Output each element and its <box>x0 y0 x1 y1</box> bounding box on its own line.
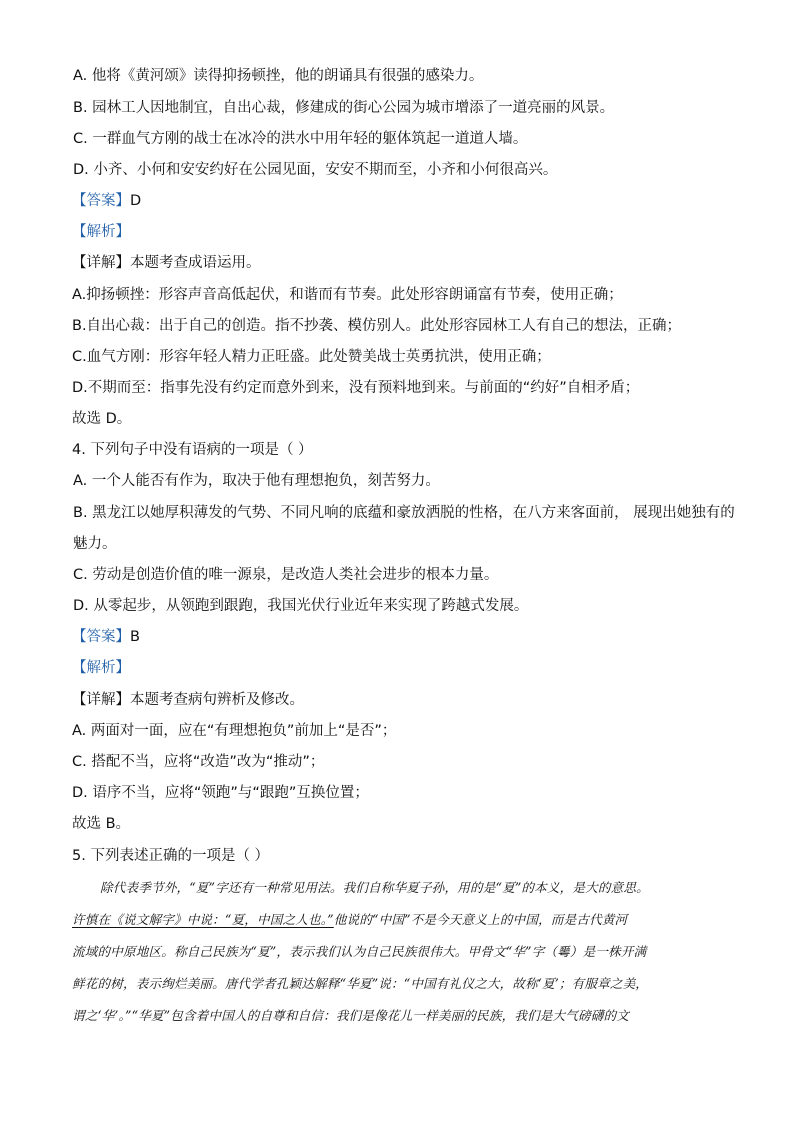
detail-text: 本题考查病句辨析及修改。 <box>130 692 304 708</box>
q3-option-a: A. 他将《黄河颂》读得抑扬顿挫，他的朗诵具有很强的感染力。 <box>73 68 484 84</box>
answer-value: B <box>130 629 140 645</box>
q4-stem: 4. 下列句子中没有语病的一项是（ ） <box>72 442 313 458</box>
q4-answer <box>72 627 732 647</box>
q5-passage-line3: 流域的中原地区。称自己民族为“夏”，表示我们认为自己民族很伟大。甲骨文“华”字（𠌶）是一株开满 <box>72 944 647 959</box>
answer-label: 【答案】 <box>72 629 130 645</box>
q4-option-c: C. 劳动是创造价值的唯一源泉，是改造人类社会进步的根本力量。 <box>73 567 499 583</box>
q4-analysis-heading <box>72 658 732 678</box>
q3-detail <box>72 253 732 273</box>
q3-option-d: D. 小齐、小何和安安约好在公园见面，安安不期而至，小齐和小何很高兴。 <box>73 162 558 178</box>
answer-value: D <box>130 193 142 209</box>
q5-passage-line4: 鲜花的树，表示绚烂美丽。唐代学者孔颖达解释“华夏”说：“中国有礼仪之大，故称‘夏’；有服章之美， <box>72 976 649 991</box>
q3-option-c: C. 一群血气方刚的战士在冰冷的洪水中用年轻的躯体筑起一道道人墙。 <box>73 131 528 147</box>
q5-passage-line2 <box>72 910 728 930</box>
analysis-label: 【解析】 <box>72 660 130 676</box>
q3-analysis-c: C.血气方刚：形容年轻人精力正旺盛。此处赞美战士英勇抗洪，使用正确； <box>72 349 551 365</box>
q3-analysis-b: B.自出心裁：出于自己的创造。指不抄袭、模仿别人。此处形容园林工人有自己的想法，正确； <box>72 318 682 334</box>
q4-option-a: A. 一个人能否有作为，取决于他有理想抱负，刻苦努力。 <box>73 473 440 489</box>
q4-option-b-line2: 魅力。 <box>73 536 117 552</box>
q3-option-b: B. 园林工人因地制宜，自出心裁，修建成的街心公园为城市增添了一道亮丽的风景。 <box>73 100 615 116</box>
q4-detail <box>72 690 732 710</box>
passage-line2-rest: 他说的“中国”不是今天意义上的中国，而是古代黄河 <box>333 912 628 927</box>
underlined-quote: 许慎在《说文解字》中说：“夏，中国之人也。” <box>72 912 334 927</box>
q4-analysis-c: C. 搭配不当，应将“改造”改为“推动”； <box>72 754 325 770</box>
q3-answer <box>72 191 732 211</box>
q3-analysis-d: D.不期而至：指事先没有约定而意外到来，没有预料地到来。与前面的“约好”自相矛盾； <box>72 380 640 396</box>
detail-label: 【详解】 <box>72 692 130 708</box>
q4-conclusion: 故选 B。 <box>72 816 131 832</box>
detail-label: 【详解】 <box>72 255 130 271</box>
q3-analysis-heading <box>72 222 732 242</box>
analysis-label: 【解析】 <box>72 224 130 240</box>
q5-stem: 5. 下列表述正确的一项是（ ） <box>72 848 270 864</box>
detail-text: 本题考查成语运用。 <box>130 255 261 271</box>
q4-option-b-line1: B. 黑龙江以她厚积薄发的气势、不同凡响的底蕴和豪放洒脱的性格，在八方来客面前， 展现出她独有的 <box>73 505 735 521</box>
q3-analysis-a: A.抑扬顿挫：形容声音高低起伏，和谐而有节奏。此处形容朗诵富有节奏，使用正确； <box>72 287 623 303</box>
q4-analysis-d: D. 语序不当，应将“领跑”与“跟跑”互换位置； <box>72 785 369 801</box>
q4-analysis-a: A. 两面对一面，应在“有理想抱负”前加上“是否”； <box>72 723 397 739</box>
q4-option-d: D. 从零起步，从领跑到跟跑，我国光伏行业近年来实现了跨越式发展。 <box>73 598 529 614</box>
q5-passage-line1: 除代表季节外，“夏”字还有一种常见用法。我们自称华夏子孙，用的是“夏”的本义，是大的意思。 <box>100 880 649 895</box>
q3-conclusion: 故选 D。 <box>72 411 132 427</box>
answer-label: 【答案】 <box>72 193 130 209</box>
q5-passage-line5: 谓之‘华’。”“华夏”包含着中国人的自尊和自信：我们是像花儿一样美丽的民族，我们是大气磅礴的文 <box>72 1008 630 1023</box>
